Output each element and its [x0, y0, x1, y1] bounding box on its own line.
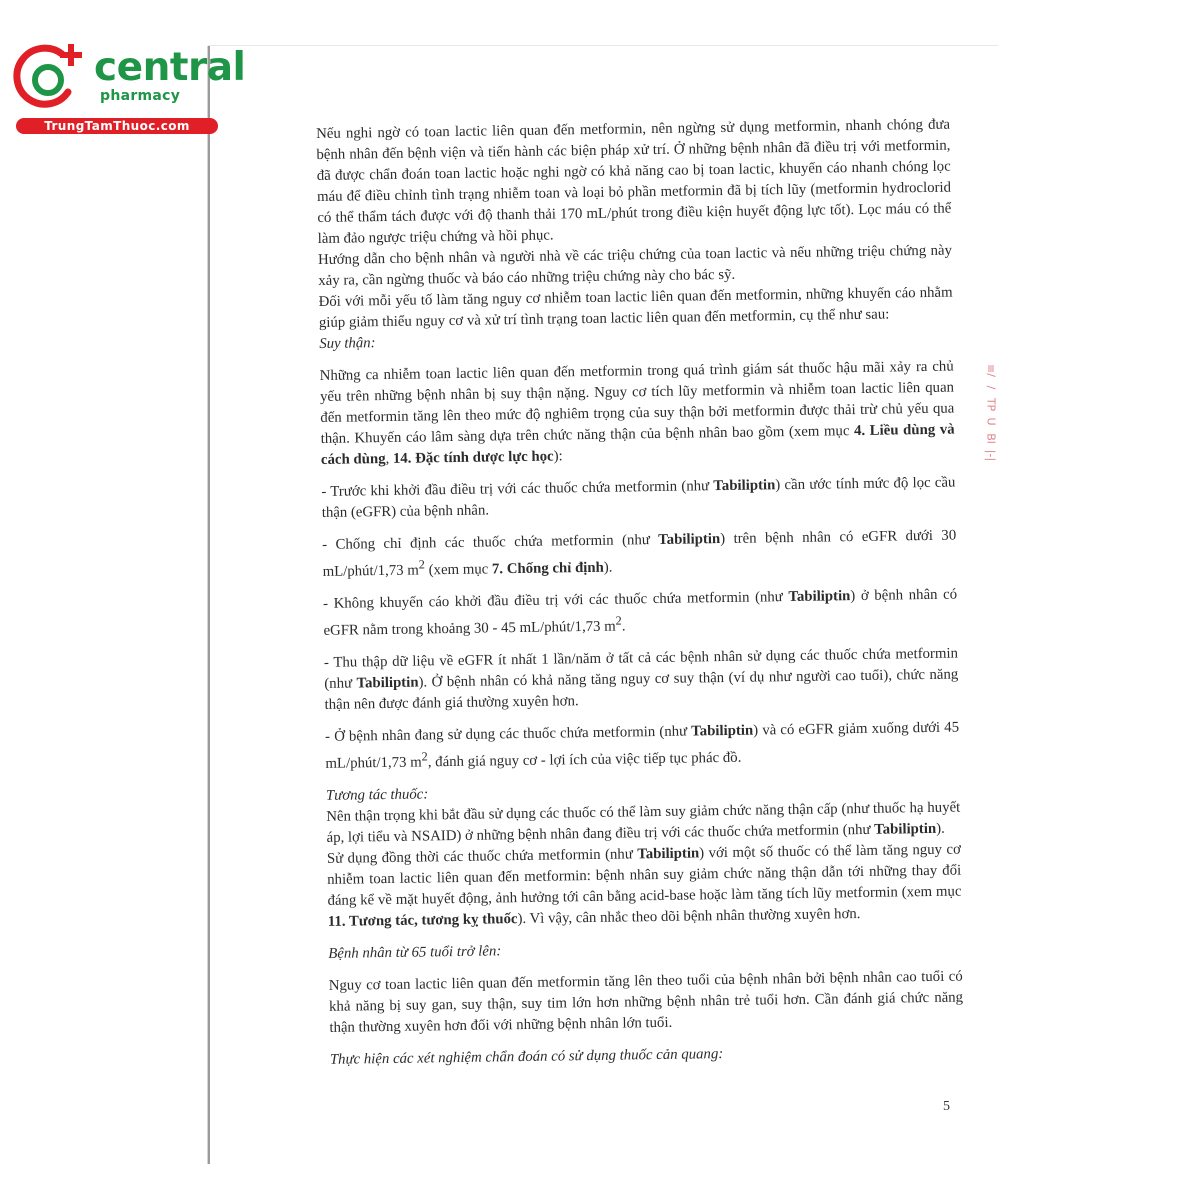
- text-run: ) với một số thuốc có thể làm tăng nguy cơ nhiễm toan lactic liên quan đến metformin: bệnh nhân suy giảm chức năng thận dẫn tới những thay đổi đáng kể về mặt huyết động, ảnh hưởng tới cân bằng acid-base hoặc làm tăng tích lũy metformin (xem mục: [327, 841, 962, 909]
- section-ref: 4. Liều dùng và cách dùng: [320, 421, 955, 468]
- text-run: ) ở bệnh nhân có eGFR nằm trong khoảng 30 - 45 mL/phút/1,73 m: [323, 586, 958, 639]
- paragraph: [327, 839, 962, 932]
- margin-stamp: [982, 362, 1000, 522]
- section-heading-interactions: Tương tác thuốc:: [325, 786, 429, 804]
- text-run: .: [621, 618, 626, 635]
- page-number: 5: [943, 1099, 950, 1114]
- stamp-mark: /: [984, 385, 998, 390]
- paragraph: Nguy cơ toan lactic liên quan đến metformin tăng lên theo tuổi của bệnh nhân bởi bệnh nhân cao tuổi có khả năng bị suy gan, suy thận, suy tim lớn hơn những bệnh nhân trẻ tuổi hơn. Cần đánh giá chức năng thận thường xuyên hơn đối với những bệnh nhân lớn tuổi.: [328, 968, 964, 1036]
- section-ref: 11. Tương tác, tương kỵ thuốc: [327, 910, 518, 930]
- text-run: Nên thận trọng khi bắt đầu sử dụng các thuốc có thể làm suy giảm chức năng thận cấp (như thuốc hạ huyết áp, lợi tiểu và NSAID) ở những bệnh nhân đang điều trị với các thuốc chứa metformin (như: [326, 799, 961, 846]
- drug-name: Tabiliptin: [788, 588, 851, 605]
- section-heading-elderly: Bệnh nhân từ 65 tuổi trở lên:: [328, 943, 502, 962]
- text-run: (xem mục: [424, 561, 493, 579]
- superscript: 2: [418, 557, 426, 572]
- logo-wordmark: central: [94, 45, 246, 90]
- section-heading-renal: Suy thận:: [319, 335, 376, 352]
- text-run: - Ở bệnh nhân đang sử dụng các thuốc chứa metformin (như: [324, 723, 692, 745]
- drug-name: Tabiliptin: [874, 820, 937, 838]
- text-run: - Trước khi khởi đầu điều trị với các thuốc chứa metformin (như: [321, 478, 714, 500]
- central-pharmacy-logo[interactable]: [10, 38, 246, 138]
- bullet-item: [322, 526, 957, 583]
- pharmacy-cross-icon: [10, 38, 90, 114]
- drug-name: Tabiliptin: [637, 845, 700, 863]
- stamp-mark: ≡/: [984, 364, 998, 377]
- text-run: ).: [603, 559, 613, 576]
- text-run: ). Ở bệnh nhân có khả năng tăng nguy cơ suy thận (ví dụ như người cao tuổi), chức năng thận nên được đánh giá thường xuyên hơn.: [324, 666, 959, 713]
- logo-site-banner: TrungTamThuoc.com: [16, 118, 218, 134]
- text-run: ) và có eGFR giảm xuống dưới 45 mL/phút/1,73 m: [325, 719, 960, 772]
- text-run: - Không khuyến cáo khởi đầu điều trị với các thuốc chứa metformin (như: [323, 588, 789, 612]
- section-ref: 14. Đặc tính dược lực học: [392, 448, 554, 467]
- text-run: ,: [385, 450, 394, 468]
- paragraph: Nếu nghi ngờ có toan lactic liên quan đến metformin, nên ngừng sử dụng metformin, nhanh chóng đưa bệnh nhân đến bệnh viện và tiến hành các biện pháp xử trí. Ở những bệnh nhân đã điều trị với metformin, đã được chẩn đoán toan lactic hoặc nghi ngờ có khả năng cao bị toan lactic, khuyến cáo nhanh chóng lọc máu để điều chỉnh tình trạng nhiễm toan và loại bỏ phần metformin đã bị tích lũy (metformin hydroclorid có thể thẩm tách được với độ thanh thải 170 mL/phút trong điều kiện huyết động lực tốt). Lọc máu có thể làm đảo ngược triệu chứng và hồi phục.: [316, 116, 952, 247]
- drug-name: Tabiliptin: [356, 674, 419, 692]
- text-run: - Thu thập dữ liệu về eGFR ít nhất 1 lần/năm ở tất cả các bệnh nhân sử dụng các thuốc chứa metformin (như: [323, 645, 959, 692]
- text-run: ) cần ước tính mức độ lọc cầu thận (eGFR) của bệnh nhân.: [321, 474, 956, 521]
- stamp-mark: U: [984, 417, 998, 426]
- bullet-item: [324, 643, 959, 715]
- logo-subtitle: pharmacy: [100, 88, 181, 104]
- drug-name: Tabiliptin: [658, 531, 721, 548]
- bullet-item: [325, 717, 960, 774]
- section-ref: 7. Chống chỉ định: [491, 559, 604, 578]
- paragraph: Hướng dẫn cho bệnh nhân và người nhà về các triệu chứng của toan lactic và nếu những triệu chứng này xảy ra, cần ngừng thuốc và báo cáo những triệu chứng này cho bác sỹ.: [317, 242, 953, 289]
- bullet-item: [323, 584, 958, 641]
- text-run: ) trên bệnh nhân có eGFR dưới 30 mL/phút/1,73 m: [322, 527, 957, 580]
- document-body: [316, 115, 964, 1071]
- paragraph: [320, 357, 955, 471]
- superscript: 2: [615, 613, 622, 628]
- drug-name: Tabiliptin: [713, 477, 776, 495]
- superscript: 2: [421, 749, 428, 764]
- text-run: ).: [936, 820, 945, 837]
- bullet-item: [321, 473, 956, 524]
- stamp-mark: Bl: [984, 433, 998, 444]
- drug-name: Tabiliptin: [691, 722, 754, 740]
- paragraph: Đối với mỗi yếu tố làm tăng nguy cơ nhiễm toan lactic liên quan đến metformin, những khuyến cáo nhằm giúp giảm thiểu nguy cơ và xử trí tình trạng toan lactic liên quan đến metformin, cụ thể như sau:: [318, 284, 953, 331]
- stamp-mark: |-|: [984, 449, 998, 462]
- text-run: Sử dụng đồng thời các thuốc chứa metformin (như: [326, 846, 638, 867]
- text-run: Những ca nhiễm toan lactic liên quan đến metformin trong quá trình giám sát thuốc hậu mãi xảy ra chủ yếu trên những bệnh nhân bị suy thận nặng. Nguy cơ tích lũy metformin và nhiễm toan lactic liên quan đến metformin tăng lên theo mức độ nghiêm trọng của suy thận bởi metformin được thải trừ chủ yếu qua thận. Khuyến cáo lâm sàng dựa trên chức năng thận của bệnh nhân bao gồm (xem mục: [319, 358, 955, 447]
- text-run: ). Vì vậy, cân nhắc theo dõi bệnh nhân thường xuyên hơn.: [517, 905, 861, 927]
- text-run: - Chống chỉ định các thuốc chứa metformin (như: [322, 531, 659, 553]
- text-run: , đánh giá nguy cơ - lợi ích của việc tiếp tục phác đồ.: [427, 749, 742, 771]
- text-run: ):: [553, 448, 563, 465]
- section-heading-contrast: Thực hiện các xét nghiệm chẩn đoán có sử dụng thuốc cản quang:: [329, 1045, 724, 1068]
- stamp-mark: TP: [984, 397, 998, 412]
